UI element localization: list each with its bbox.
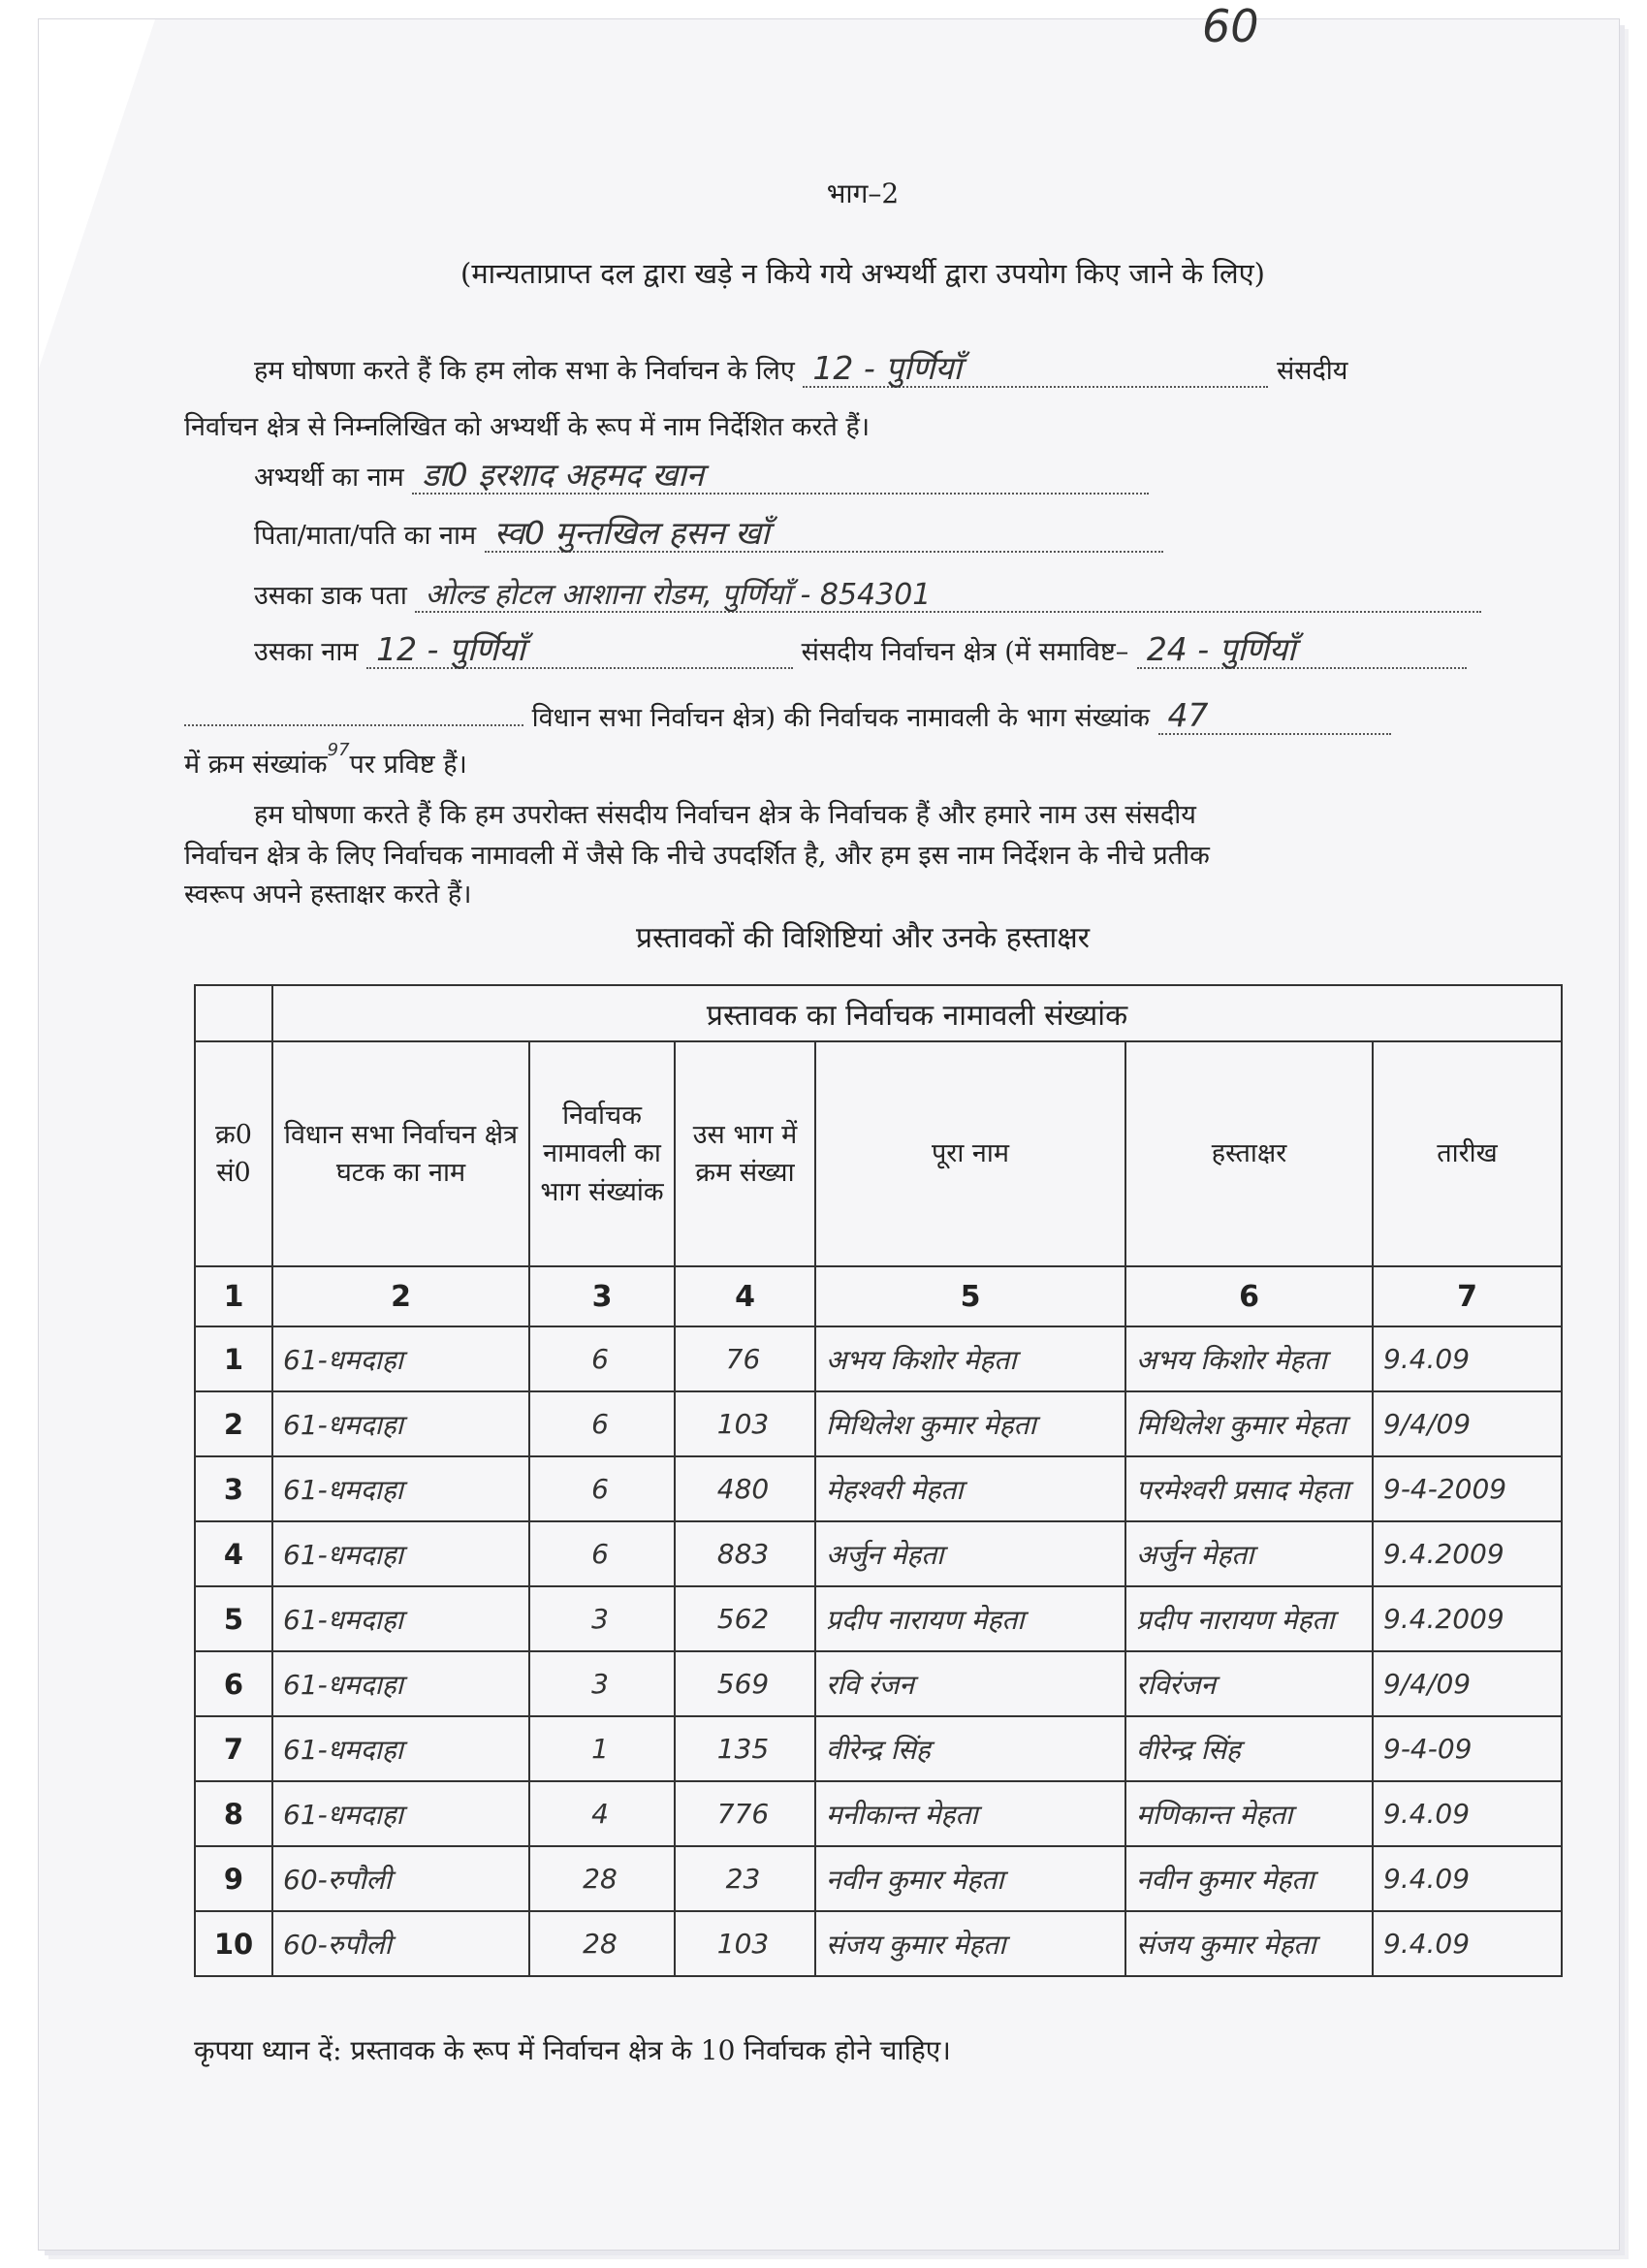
cell-name: मेहश्वरी मेहता [815,1456,1125,1521]
cell-serial: 562 [675,1586,815,1651]
name-constituency-field: 12 - पुर्णियाँ [366,632,793,669]
table-row [195,1521,1562,1586]
cell-date: 9.4.09 [1373,1781,1562,1846]
cell-signature: प्रदीप नारायण मेहता [1125,1586,1373,1651]
included-label: संसदीय निर्वाचन क्षेत्र (में समाविष्ट– [801,637,1129,667]
col-number: 5 [815,1266,1125,1326]
table-row [195,1911,1562,1976]
col-number: 2 [272,1266,529,1326]
cell-sno: 8 [195,1781,272,1846]
cell-sno: 10 [195,1911,272,1976]
cell-signature: वीरेन्द्र सिंह [1125,1716,1373,1781]
cell-serial: 76 [675,1326,815,1391]
cell-serial: 135 [675,1716,815,1781]
cell-signature: संजय कुमार मेहता [1125,1911,1373,1976]
father-row [254,516,1163,553]
roll-blank [184,724,523,726]
form-subtitle: (मान्यताप्राप्त दल द्वारा खड़े न किये गये अभ्यर्थी द्वारा उपयोग किए जाने के लिए) [460,257,1265,290]
para2-line-3: स्वरूप अपने हस्ताक्षर करते हैं। [184,879,472,910]
table-row [195,1651,1562,1716]
serial-row [184,740,467,781]
cell-serial: 776 [675,1781,815,1846]
serial-prefix: में क्रम संख्यांक [184,750,328,780]
roll-label: विधान सभा निर्वाचन क्षेत्र) की निर्वाचक नामावली के भाग संख्यांक [531,703,1150,733]
cell-assembly: 61-धमदाहा [272,1586,529,1651]
cell-date: 9.4.09 [1373,1326,1562,1391]
header-fullname: पूरा नाम [815,1041,1125,1266]
cell-name: संजय कुमार मेहता [815,1911,1125,1976]
col-number: 3 [529,1266,675,1326]
table-row [195,1781,1562,1846]
table-row [195,1846,1562,1911]
cell-signature: रविरंजन [1125,1651,1373,1716]
cell-date: 9-4-2009 [1373,1456,1562,1521]
cell-date: 9.4.09 [1373,1911,1562,1976]
table-row [195,1456,1562,1521]
address-field: ओल्ड होटल आशाना रोडम, पुर्णियाँ - 854301 [415,579,1481,613]
cell-signature: मिथिलेश कुमार मेहता [1125,1391,1373,1456]
roll-row [184,698,1391,735]
cell-signature: मणिकान्त मेहता [1125,1781,1373,1846]
cell-signature: अर्जुन मेहता [1125,1521,1373,1586]
constituency-field: 12 - पुर्णियाँ [803,351,1268,388]
part-no-field: 47 [1158,698,1391,735]
cell-sno: 1 [195,1326,272,1391]
declaration-line-1 [254,351,1347,388]
cell-name: अभय किशोर मेहता [815,1326,1125,1391]
col-number: 7 [1373,1266,1562,1326]
cell-part: 6 [529,1326,675,1391]
cell-sno: 3 [195,1456,272,1521]
col-number: 1 [195,1266,272,1326]
header-serial: उस भाग में क्रम संख्या [675,1041,815,1266]
cell-part: 6 [529,1391,675,1456]
table-row [195,1716,1562,1781]
cell-serial: 23 [675,1846,815,1911]
cell-part: 3 [529,1586,675,1651]
cell-date: 9.4.2009 [1373,1586,1562,1651]
cell-assembly: 61-धमदाहा [272,1456,529,1521]
cell-assembly: 61-धमदाहा [272,1326,529,1391]
para2-line-2: निर्वाचन क्षेत्र के लिए निर्वाचक नामावली में जैसे कि नीचे उपदर्शित है, और हम इस नाम निर्देशन के नीचे प्रतीक [184,841,1210,871]
caption-spacer [195,985,272,1041]
cell-assembly: 61-धमदाहा [272,1716,529,1781]
cell-serial: 103 [675,1391,815,1456]
serial-no-field: 97 [327,740,350,760]
cell-signature: परमेश्वरी प्रसाद मेहता [1125,1456,1373,1521]
section-title: प्रस्तावकों की विशिष्टियां और उनके हस्ताक्षर [635,921,1090,955]
header-assembly: विधान सभा निर्वाचन क्षेत्र घटक का नाम [272,1041,529,1266]
header-sno: क्र0 सं0 [195,1041,272,1266]
name-label: उसका नाम [254,637,359,667]
para2-line-1: हम घोषणा करते हैं कि हम उपरोक्त संसदीय निर्वाचन क्षेत्र के निर्वाचक हैं और हमारे नाम उस संसदीय [254,800,1196,830]
cell-name: वीरेन्द्र सिंह [815,1716,1125,1781]
cell-sno: 5 [195,1586,272,1651]
corner-mark: 60 [1202,0,1259,52]
cell-date: 9.4.2009 [1373,1521,1562,1586]
cell-name: मिथिलेश कुमार मेहता [815,1391,1125,1456]
cell-part: 28 [529,1846,675,1911]
cell-part: 6 [529,1456,675,1521]
cell-assembly: 60-रुपौली [272,1911,529,1976]
cell-sno: 7 [195,1716,272,1781]
cell-name: रवि रंजन [815,1651,1125,1716]
table-row [195,1391,1562,1456]
address-row [254,576,1481,613]
footer-note: कृपया ध्यान दें: प्रस्तावक के रूप में निर्वाचन क्षेत्र के 10 निर्वाचक होने चाहिए। [194,2034,951,2066]
cell-sno: 6 [195,1651,272,1716]
cell-signature: नवीन कुमार मेहता [1125,1846,1373,1911]
candidate-name-field: डा0 इरशाद अहमद खान [412,458,1149,495]
cell-serial: 480 [675,1456,815,1521]
cell-part: 1 [529,1716,675,1781]
cell-part: 3 [529,1651,675,1716]
cell-assembly: 61-धमदाहा [272,1651,529,1716]
candidate-row [254,458,1149,495]
cell-assembly: 61-धमदाहा [272,1521,529,1586]
constituency-row [254,632,1467,669]
cell-part: 6 [529,1521,675,1586]
cell-assembly: 61-धमदाहा [272,1781,529,1846]
cell-date: 9.4.09 [1373,1846,1562,1911]
cell-serial: 103 [675,1911,815,1976]
cell-assembly: 61-धमदाहा [272,1391,529,1456]
cell-sno: 2 [195,1391,272,1456]
serial-suffix: पर प्रविष्ट हैं। [349,750,467,780]
cell-part: 28 [529,1911,675,1976]
declaration-prefix: हम घोषणा करते हैं कि हम लोक सभा के निर्वाचन के लिए [254,356,795,386]
header-part: निर्वाचक नामावली का भाग संख्यांक [529,1041,675,1266]
col-number: 4 [675,1266,815,1326]
declaration-suffix: संसदीय [1276,356,1348,386]
cell-date: 9/4/09 [1373,1651,1562,1716]
table-row [195,1586,1562,1651]
cell-name: प्रदीप नारायण मेहता [815,1586,1125,1651]
declaration-line-2: निर्वाचन क्षेत्र से निम्नलिखित को अभ्यर्थी के रूप में नाम निर्देशित करते हैं। [184,412,871,442]
table-row [195,1326,1562,1391]
candidate-label: अभ्यर्थी का नाम [254,463,404,493]
address-label: उसका डाक पता [254,581,407,611]
table-caption: प्रस्तावक का निर्वाचक नामावली संख्यांक [272,985,1562,1041]
cell-serial: 883 [675,1521,815,1586]
part-heading: भाग–2 [826,177,900,209]
folded-corner [39,19,155,368]
col-number: 6 [1125,1266,1373,1326]
cell-name: नवीन कुमार मेहता [815,1846,1125,1911]
cell-name: मनीकान्त मेहता [815,1781,1125,1846]
father-label: पिता/माता/पति का नाम [254,521,477,551]
cell-date: 9/4/09 [1373,1391,1562,1456]
cell-sno: 9 [195,1846,272,1911]
proposers-table [194,984,1563,1977]
cell-part: 4 [529,1781,675,1846]
header-signature: हस्ताक्षर [1125,1041,1373,1266]
header-date: तारीख [1373,1041,1562,1266]
cell-assembly: 60-रुपौली [272,1846,529,1911]
assembly-field: 24 - पुर्णियाँ [1137,632,1467,669]
cell-name: अर्जुन मेहता [815,1521,1125,1586]
cell-signature: अभय किशोर मेहता [1125,1326,1373,1391]
father-name-field: स्व0 मुन्तखिल हसन खाँ [485,516,1163,553]
cell-sno: 4 [195,1521,272,1586]
cell-date: 9-4-09 [1373,1716,1562,1781]
cell-serial: 569 [675,1651,815,1716]
